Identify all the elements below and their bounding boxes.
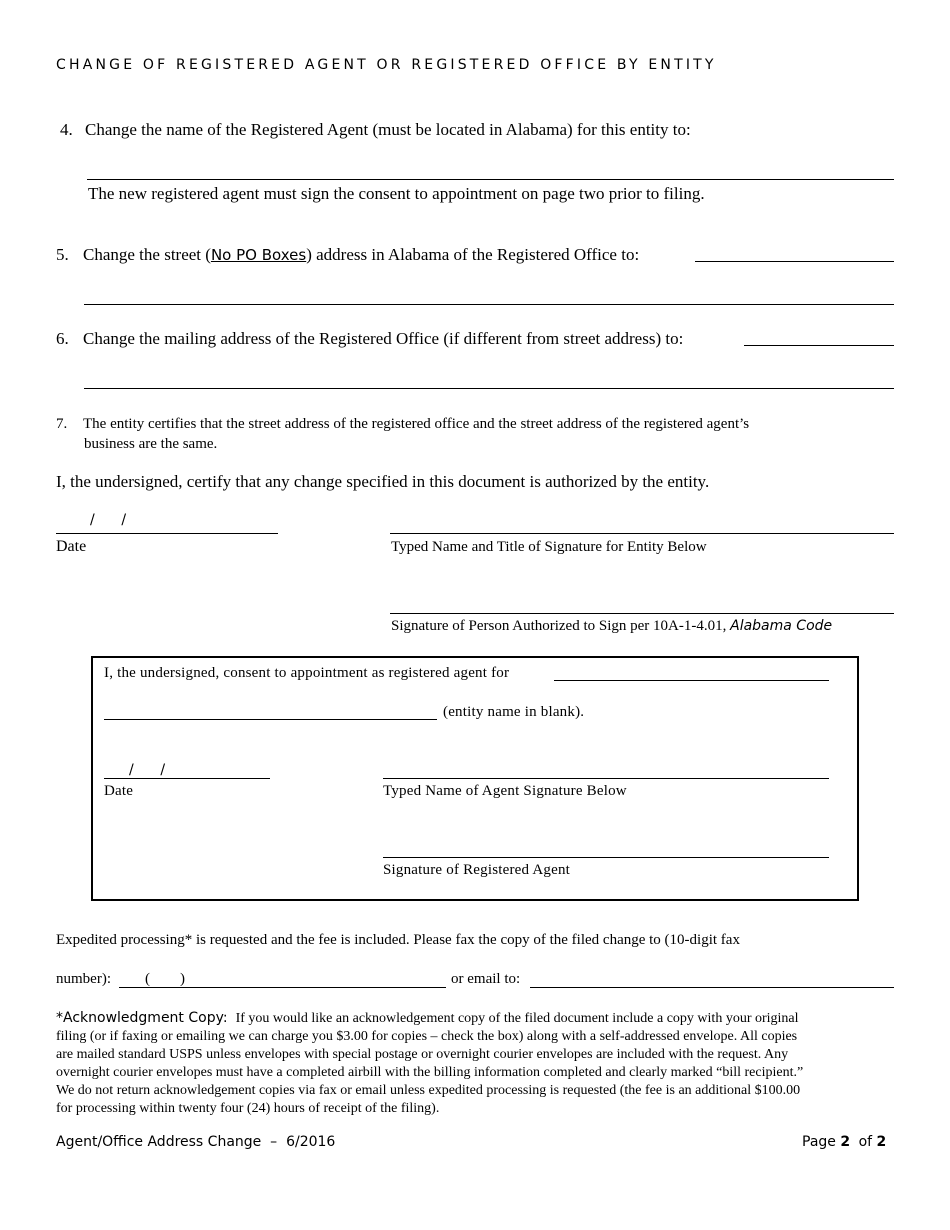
ack-label: *Acknowledgment Copy: <box>56 1010 228 1026</box>
entity-signature-field[interactable] <box>390 613 894 614</box>
entity-signature-label-text: Signature of Person Authorized to Sign per 10A-1-4.01, <box>391 618 731 634</box>
entity-signature-label <box>391 618 832 635</box>
agent-signature-field[interactable] <box>383 857 829 858</box>
agent-signature-label: Signature of Registered Agent <box>383 862 571 878</box>
form-header: CHANGE OF REGISTERED AGENT OR REGISTERED OFFICE BY ENTITY <box>56 57 717 73</box>
item-7 <box>56 414 749 434</box>
fax-area-code-parens: ( ) <box>145 971 185 987</box>
street-address-field-1[interactable] <box>695 261 894 262</box>
entity-typed-name-field[interactable] <box>390 533 894 534</box>
item-7-line-1: The entity certifies that the street address of the registered office and the street address of the registered agent’s <box>83 416 750 432</box>
fax-number-field[interactable] <box>119 987 446 988</box>
entity-name-hint: (entity name in blank). <box>443 704 585 720</box>
entity-date-label: Date <box>56 538 87 555</box>
agent-typed-name-label: Typed Name of Agent Signature Below <box>383 783 627 799</box>
ack-line-4: overnight courier envelopes must have a completed airbill with the billing information completed and clearly marked “bill recipient.” <box>56 1065 804 1080</box>
mailing-address-field-2[interactable] <box>84 388 894 389</box>
consent-date-field[interactable] <box>104 778 270 779</box>
expedited-line-1: Expedited processing* is requested and the fee is included. Please fax the copy of the filed change to (10-digit fax <box>56 932 740 948</box>
consent-date-label: Date <box>104 783 134 799</box>
mailing-address-field-1[interactable] <box>744 345 894 346</box>
date-slashes: / / <box>90 512 127 528</box>
page-word: Page <box>802 1134 836 1150</box>
consent-entity-name-field-1[interactable] <box>554 680 829 681</box>
item-5-suffix: ) address in Alabama of the Registered Office to: <box>306 245 640 264</box>
new-agent-name-field[interactable] <box>87 179 894 180</box>
page-total: 2 <box>876 1134 887 1150</box>
ack-line-1: If you would like an acknowledgement copy of the filed document include a copy with your original <box>235 1011 799 1026</box>
item-5-number: 5. <box>56 245 69 264</box>
consent-date-slashes: / / <box>129 762 166 778</box>
ack-line-2: filing (or if faxing or emailing we can charge you $3.00 for copies – check the box) along with a self-addressed envelope. All copies <box>56 1029 798 1044</box>
footer-page-number <box>802 1134 886 1150</box>
item-7-number: 7. <box>56 416 68 432</box>
street-address-field-2[interactable] <box>84 304 894 305</box>
email-label: or email to: <box>451 971 521 987</box>
email-field[interactable] <box>530 987 894 988</box>
item-7-line-2: business are the same. <box>84 436 218 452</box>
item-4-number: 4. <box>60 120 73 139</box>
agent-typed-name-field[interactable] <box>383 778 829 779</box>
certify-statement: I, the undersigned, certify that any change specified in this document is authorized by the entity. <box>56 472 710 491</box>
item-6-text: Change the mailing address of the Registered Office (if different from street address) to: <box>83 329 684 348</box>
no-po-boxes-note: No PO Boxes <box>210 246 307 264</box>
item-4 <box>60 120 691 140</box>
ack-line-3: are mailed standard USPS unless envelopes with special postage or overnight courier envelopes are included with the request. Any <box>56 1047 789 1062</box>
acknowledgment-section <box>56 1008 936 1118</box>
entity-date-field[interactable] <box>56 533 278 534</box>
item-5 <box>56 245 639 265</box>
ack-line-5: We do not return acknowledgement copies via fax or email unless expedited processing is requested (the fee is an additional $100.00 <box>56 1083 801 1098</box>
item-6-number: 6. <box>56 329 69 348</box>
of-word: of <box>858 1134 873 1150</box>
item-5-prefix: Change the street ( <box>83 245 211 264</box>
entity-typed-name-label: Typed Name and Title of Signature for Entity Below <box>391 539 707 555</box>
item-4-note: The new registered agent must sign the consent to appointment on page two prior to filing. <box>88 184 705 203</box>
consent-entity-name-field-2[interactable] <box>104 719 437 720</box>
item-6 <box>56 329 683 349</box>
ack-line-6: for processing within twenty four (24) hours of receipt of the filing). <box>56 1101 440 1116</box>
item-4-text: Change the name of the Registered Agent (must be located in Alabama) for this entity to: <box>85 120 691 139</box>
fax-number-label: number): <box>56 971 111 987</box>
footer-form-id: Agent/Office Address Change – 6/2016 <box>56 1134 336 1150</box>
alabama-code-ref: Alabama Code <box>730 618 833 634</box>
consent-line-1: I, the undersigned, consent to appointment as registered agent for <box>104 665 510 681</box>
page-num: 2 <box>840 1134 851 1150</box>
